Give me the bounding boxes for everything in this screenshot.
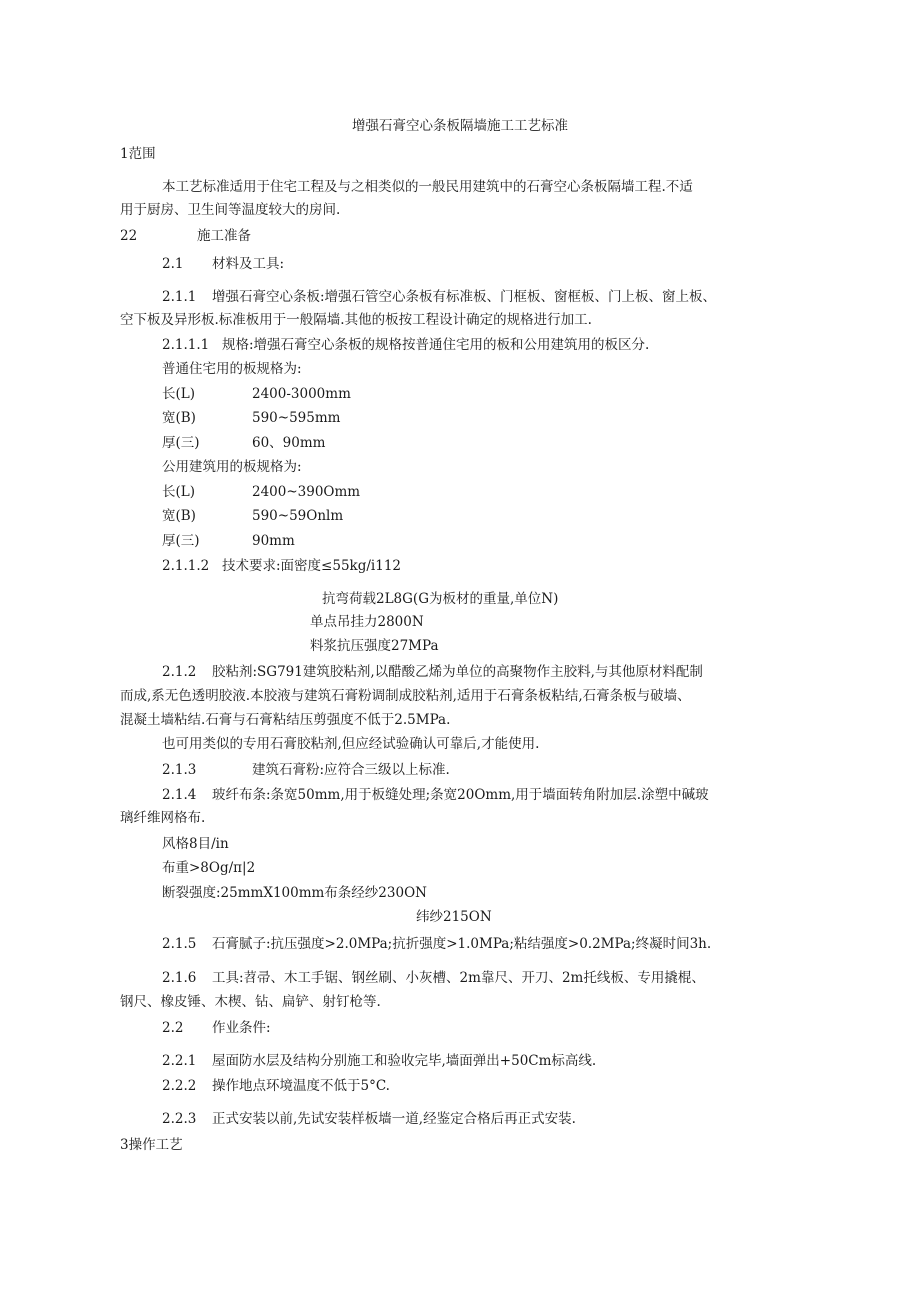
clause-2-1-1-1-text: 规格:增强石膏空心条板的规格按普通住宅用的板和公用建筑用的板区分.: [222, 337, 650, 353]
residential-spec-row: [0, 388, 920, 404]
clause-2-1-3-text: 建筑石膏粉:应符合三级以上标准.: [252, 762, 450, 778]
residential-spec-row: [0, 437, 920, 453]
clause-2-1-5-text: 石膏腻子:抗压强度>2.0MPa;抗折强度>1.0MPa;粘结强度>0.2MPa;终凝时间3h.: [212, 936, 712, 952]
section-1-paragraph-line-2: 用于厨房、卫生间等温度较大的房间.: [120, 202, 341, 218]
spec-label: 宽(B): [162, 508, 196, 524]
spec-value: 2400-3000mm: [252, 386, 351, 402]
spec-value: 590~595mm: [252, 410, 341, 426]
clause-2-1-1-1-number: 2.1.1.1: [162, 337, 210, 353]
mesh-spec-weft-strength: 纬纱215ON: [416, 909, 492, 925]
clause-2-2-1-number: 2.2.1: [162, 1053, 197, 1069]
spec-value: 90mm: [252, 533, 295, 549]
clause-2-1-1-2-number: 2.1.1.2: [162, 558, 210, 574]
public-spec-row: [0, 510, 920, 526]
spec-label: 宽(B): [162, 410, 196, 426]
residential-spec-heading: 普通住宅用的板规格为:: [162, 361, 302, 377]
clause-2-1-1-number: 2.1.1: [162, 289, 197, 305]
clause-2-1-5-number: 2.1.5: [162, 936, 197, 952]
public-spec-row: [0, 535, 920, 551]
clause-2-1-2-line-1: 胶粘剂:SG791建筑胶粘剂,以醋酸乙烯为单位的高聚物作主胶料,与其他原材料配制: [212, 664, 703, 680]
mesh-spec-grid: 风格8目/in: [162, 836, 229, 852]
clause-2-2-number: 2.2: [162, 1020, 184, 1036]
section-2-heading: 施工准备: [197, 228, 251, 244]
section-2-number: 22: [120, 228, 138, 244]
clause-2-1-6-line-2: 钢尺、橡皮锤、木楔、钻、扁铲、射钉枪等.: [120, 994, 381, 1010]
section-1-paragraph-line-1: 本工艺标准适用于住宅工程及与之相类似的一般民用建筑中的石膏空心条板隔墙工程.不适: [162, 179, 693, 195]
clause-2-2-3-text: 正式安装以前,先试安装样板墙一道,经鉴定合格后再正式安装.: [212, 1111, 576, 1127]
clause-2-1-1-line-2: 空下板及异形板.标准板用于一般隔墙.其他的板按工程设计确定的规格进行加工.: [120, 312, 592, 328]
spec-value: 590~59Onlm: [252, 508, 344, 524]
residential-spec-row: [0, 412, 920, 428]
clause-2-1-1-line-1: 增强石膏空心条板:增强石管空心条板有标准板、门框板、窗框板、门上板、窗上板、: [212, 289, 717, 305]
spec-value: 60、90mm: [252, 435, 326, 451]
document-title: 增强石膏空心条板隔墙施工工艺标准: [352, 118, 568, 134]
section-1-heading: 1范围: [120, 146, 156, 162]
spec-label: 厚(三): [162, 435, 200, 451]
tech-requirement-compressive-strength: 料浆抗压强度27MPa: [310, 638, 439, 654]
clause-2-1-2-line-4: 也可用类似的专用石膏胶粘剂,但应经试验确认可靠后,才能使用.: [162, 736, 540, 752]
mesh-spec-warp-strength: 断裂强度:25mmX100mm布条经纱230ON: [162, 885, 427, 901]
clause-2-1-2-line-3: 混凝土墙粘结.石膏与石膏粘结压剪强度不低于2.5MPa.: [120, 712, 451, 728]
clause-2-1-6-number: 2.1.6: [162, 970, 197, 986]
clause-2-2-2-text: 操作地点环境温度不低于5°C.: [212, 1078, 390, 1094]
tech-requirement-hanging-force: 单点吊挂力2800N: [310, 614, 424, 630]
clause-2-1-1-2-text: 技术要求:面密度≤55kg/i112: [222, 558, 401, 574]
spec-value: 2400~390Omm: [252, 484, 361, 500]
public-spec-heading: 公用建筑用的板规格为:: [162, 459, 302, 475]
clause-2-1-3-number: 2.1.3: [162, 762, 197, 778]
clause-2-1-number: 2.1: [162, 256, 184, 272]
clause-2-1-text: 材料及工具:: [212, 256, 285, 272]
clause-2-1-2-number: 2.1.2: [162, 664, 197, 680]
clause-2-1-6-line-1: 工具:苕帚、木工手锯、钢丝刷、小灰槽、2m靠尺、开刀、2m托线板、专用撬棍、: [212, 970, 705, 986]
tech-requirement-bending-load: 抗弯荷载2L8G(G为板材的重量,单位N): [322, 591, 559, 607]
clause-2-2-text: 作业条件:: [212, 1020, 271, 1036]
section-3-heading: 3操作工艺: [120, 1137, 183, 1153]
clause-2-1-4-line-2: 璃纤维网格布.: [120, 810, 206, 826]
clause-2-1-4-line-1: 玻纤布条:条宽50mm,用于板缝处理;条宽20Omm,用于墙面转角附加层.涂塑中碱玻: [212, 787, 709, 803]
clause-2-2-2-number: 2.2.2: [162, 1078, 197, 1094]
clause-2-2-1-text: 屋面防水层及结构分别施工和验收完毕,墙面弹出+50Cm标高线.: [212, 1053, 597, 1069]
spec-label: 长(L): [162, 386, 195, 402]
spec-label: 厚(三): [162, 533, 200, 549]
clause-2-2-3-number: 2.2.3: [162, 1111, 197, 1127]
mesh-spec-weight: 布重>8Og/π|2: [162, 860, 256, 876]
public-spec-row: [0, 486, 920, 502]
clause-2-1-2-line-2: 而成,系无色透明胶液.本胶液与建筑石膏粉调制成胶粘剂,适用于石膏条板粘结,石膏条板与破墙、: [120, 688, 691, 704]
clause-2-1-4-number: 2.1.4: [162, 787, 197, 803]
spec-label: 长(L): [162, 484, 195, 500]
